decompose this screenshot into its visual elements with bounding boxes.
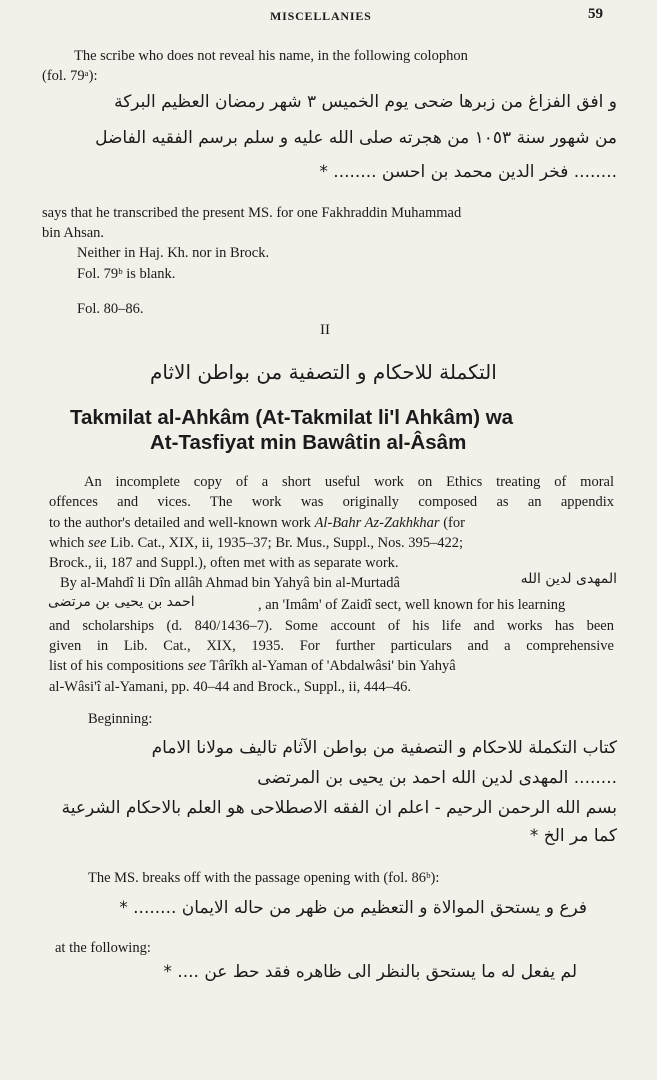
desc-line-3: to the author's detailed and well-known work Al-Bahr Az-Zakhkhar (for [49, 515, 465, 531]
work-title: Al-Bahr Az-Zakhkhar [314, 515, 440, 531]
title-line-2: At-Tasfiyat min Bawâtin al-Âsâm [150, 431, 467, 454]
author-line-5: list of his compositions see Târîkh al-Yaman of 'Abdalwâsi' bin Yahyâ [49, 658, 456, 674]
beginning-arabic-line-3: بسم الله الرحمن الرحيم - اعلم ان الفقه الاصطلاحى هو العلم بالاحكام الشرعية [61, 798, 617, 818]
page-number: 59 [588, 6, 603, 22]
arabic-title: التكملة للاحكام و التصفية من بواطن الاثام [150, 360, 497, 384]
author-line-4: given in Lib. Cat., XIX, 1935. For further particulars and a comprehensive [49, 638, 614, 654]
desc-line-2: offences and vices. The work was originally composed as an appendix [49, 494, 614, 510]
author-arabic-2: احمد بن يحيى بن مرتضى [48, 594, 195, 610]
author-line-6: al-Wâsi'î al-Yamani, pp. 40–44 and Brock., Suppl., ii, 444–46. [49, 679, 411, 695]
says-line-1: says that he transcribed the present MS. for one Fakhraddin Muhammad [42, 205, 462, 221]
breaks-off-line: The MS. breaks off with the passage opening with (fol. 86ᵇ): [88, 870, 440, 886]
colophon-arabic-line-2: من شهور سنة ١٠٥٣ من هجرته صلى الله عليه و سلم برسم الفقيه الفاضل [95, 128, 617, 148]
author-arabic-1: المهدى لدين الله [520, 571, 617, 587]
colophon-arabic-line-1: و افق الفزاغ من زبرها ضحى يوم الخميس ٣ شهر رمضان العظيم البركة [114, 92, 617, 112]
following-label: at the following: [55, 940, 151, 956]
beginning-arabic-line-2: ........ المهدى لدين الله احمد بن يحيى بن المرتضى [257, 768, 617, 788]
author-line-2: , an 'Imâm' of Zaidî sect, well known for his learning [258, 597, 566, 613]
ending-arabic: لم يفعل له ما يستحق بالنظر الى ظاهره فقد حط عن .... * [163, 962, 577, 982]
folio-range: Fol. 80–86. [77, 301, 144, 317]
author-line-1: By al-Mahdî li Dîn allâh Ahmad bin Yahyâ bin al-Murtadâ [60, 575, 400, 591]
beginning-arabic-line-1: كتاب التكملة للاحكام و التصفية من بواطن الآثام تاليف مولانا الامام [151, 738, 617, 758]
desc-line-5: Brock., ii, 187 and Suppl.), often met with as separate work. [49, 555, 399, 571]
desc-line-4: which see Lib. Cat., XIX, ii, 1935–37; Br. Mus., Suppl., Nos. 395–422; [49, 535, 464, 551]
title-line-1: Takmilat al-Ahkâm (At-Takmilat li'l Ahkâm) wa [70, 406, 514, 429]
colophon-intro-line-1: The scribe who does not reveal his name, in the following colophon [74, 48, 468, 64]
blank-folio-line: Fol. 79ᵇ is blank. [77, 266, 176, 282]
entry-number: II [320, 322, 330, 338]
colophon-arabic-line-3: ........ فخر الدين محمد بن احسن ........ * [319, 162, 617, 182]
desc-line-1: An incomplete copy of a short useful work on Ethics treating of moral [84, 474, 614, 490]
beginning-arabic-line-4: كما مر الخ * [529, 826, 617, 846]
beginning-label: Beginning: [88, 711, 153, 727]
breaks-off-arabic: فرع و يستحق الموالاة و التعظيم من ظهر من حاله الايمان ........ * [119, 898, 587, 918]
says-line-2: bin Ahsan. [42, 225, 105, 241]
author-line-3: and scholarships (d. 840/1436–7). Some account of his life and works has been [49, 618, 614, 634]
running-title: MISCELLANIES [270, 9, 372, 23]
colophon-intro-line-2: (fol. 79ᵃ): [42, 68, 98, 84]
neither-line: Neither in Haj. Kh. nor in Brock. [77, 245, 270, 261]
